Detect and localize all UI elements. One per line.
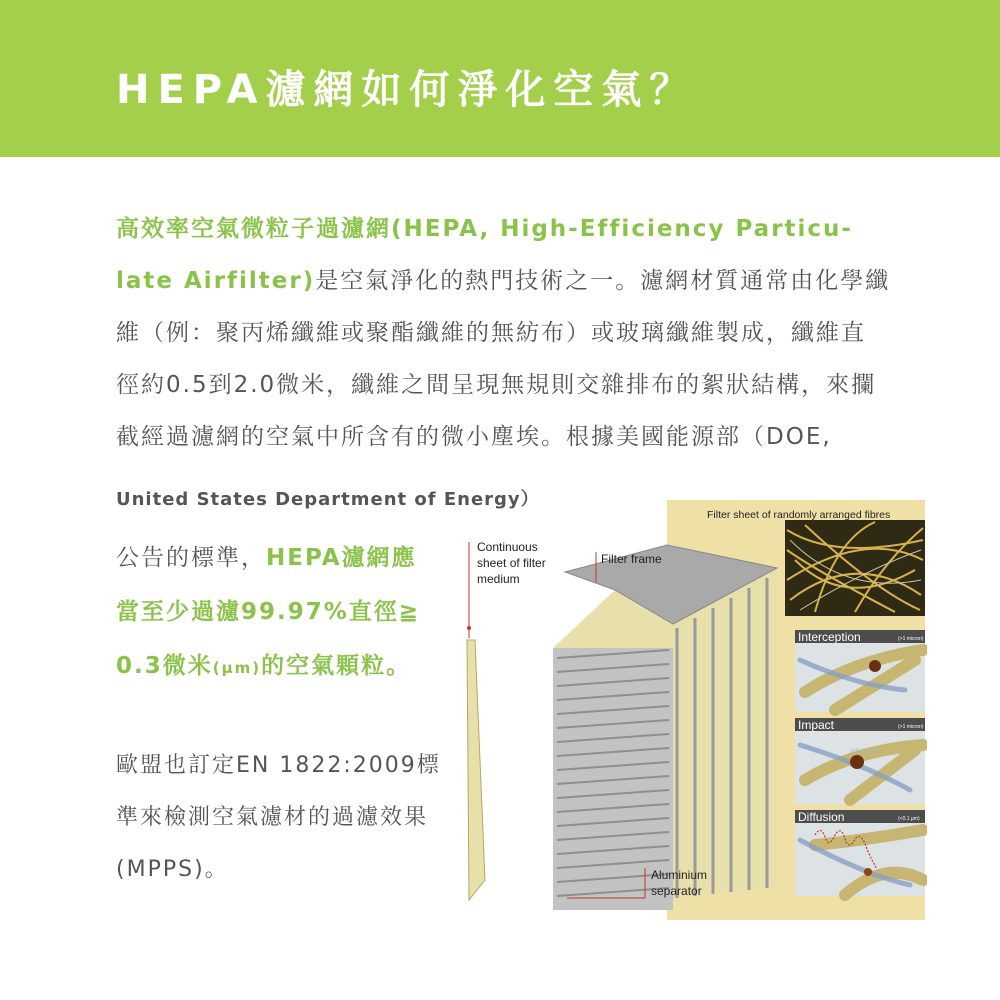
intro-line-3: 維（例：聚丙烯纖維或聚酯纖維的無紡布）或玻璃纖維製成，纖維直 <box>116 320 866 346</box>
fibre-sheet-label: Filter sheet of randomly arranged fibres <box>707 509 891 521</box>
standard-paragraph <box>116 531 456 695</box>
hepa-definition-end: late Airfilter) <box>116 268 316 294</box>
standard-unit: (μm) <box>212 659 262 677</box>
diffusion-particle <box>864 868 872 876</box>
intro-line-1 <box>116 203 878 255</box>
separator-callout-2: separator <box>651 884 702 898</box>
standard-highlight-2: 當至少過濾99.97%直徑≧ <box>116 599 421 625</box>
medium-callout-2: sheet of filter <box>477 556 546 570</box>
impact-label: Impact <box>798 718 835 732</box>
medium-callout-3: medium <box>477 572 520 586</box>
interception-size: (>1 micron) <box>898 636 924 642</box>
hepa-filter-diagram <box>455 500 927 920</box>
standard-line-3 <box>116 639 456 695</box>
diffusion-label: Diffusion <box>798 810 845 824</box>
interception-particle <box>869 660 881 672</box>
doe-full-name: United States Department of Energy） <box>116 489 540 510</box>
eu-paragraph <box>116 740 456 896</box>
hepa-definition: 高效率空氣微粒子過濾網(HEPA, High-Efficiency Particu- <box>116 216 853 242</box>
standard-highlight-1: HEPA濾網應 <box>266 545 417 571</box>
diffusion-size: (<0.1 µm) <box>898 816 920 822</box>
intro-line-2 <box>116 255 891 307</box>
standard-highlight-3a: 0.3微米 <box>116 653 213 679</box>
page-title: HEPA濾網如何淨化空氣？ <box>116 67 698 113</box>
standard-lead: 公告的標準， <box>116 545 266 571</box>
eu-line-3: (MPPS)。 <box>116 857 229 882</box>
impact-particle <box>850 755 864 769</box>
standard-line-1 <box>116 531 456 585</box>
airflow-label: AIR FLOW <box>850 749 880 755</box>
separator-callout-1: Aluminium <box>651 868 708 882</box>
intro-paragraph <box>116 203 891 463</box>
medium-callout-1: Continuous <box>477 540 538 554</box>
interception-label: Interception <box>798 630 861 644</box>
impact-size: (>1 micron) <box>898 724 924 730</box>
intro-line-4: 徑約0.5到2.0微米，纖維之間呈現無規則交雜排布的絮狀結構，來攔 <box>116 372 877 398</box>
standard-highlight-3c: 的空氣顆粒。 <box>261 653 412 679</box>
eu-line-2: 準來檢測空氣濾材的過濾效果 <box>116 805 429 830</box>
intro-text-2: 是空氣淨化的熱門技術之一。濾網材質通常由化學纖 <box>315 268 891 294</box>
filter-medium-strip <box>467 640 485 900</box>
intro-line-5: 截經過濾網的空氣中所含有的微小塵埃。根據美國能源部（DOE, <box>116 424 832 450</box>
frame-callout: Filter frame <box>601 552 662 566</box>
title-banner <box>0 0 1000 157</box>
eu-line-1: 歐盟也訂定EN 1822:2009標 <box>116 753 441 778</box>
